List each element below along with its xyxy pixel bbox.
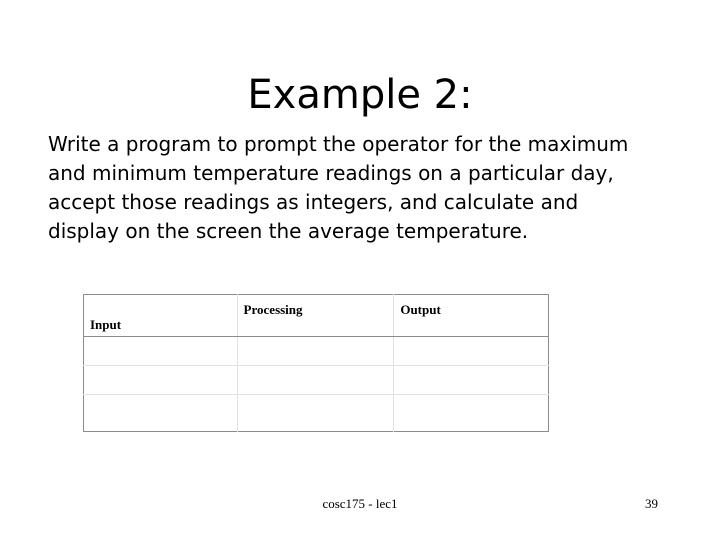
table-cell	[394, 366, 549, 395]
ipo-table	[83, 294, 549, 432]
table-cell	[84, 395, 238, 432]
table-cell	[84, 366, 238, 395]
slide-body-text	[48, 130, 698, 246]
table-row	[84, 337, 549, 366]
table-cell	[394, 337, 549, 366]
table-cell	[237, 337, 394, 366]
table-cell	[394, 395, 549, 432]
table-header-row	[84, 295, 549, 337]
table-cell	[237, 366, 394, 395]
slide-title: Example 2:	[247, 72, 473, 118]
table-row	[84, 366, 549, 395]
header-processing: Processing	[237, 295, 394, 337]
table-cell	[237, 395, 394, 432]
footer-course: cosc175 - lec1	[322, 496, 398, 511]
table-row	[84, 395, 549, 432]
body-line: display on the screen the average temperature.	[48, 219, 529, 243]
body-line: accept those readings as integers, and calculate and	[48, 190, 579, 214]
header-input: Input	[84, 295, 238, 337]
table-cell	[84, 337, 238, 366]
body-line: Write a program to prompt the operator for the maximum	[48, 132, 629, 156]
footer-page-number: 39	[645, 496, 658, 511]
body-line: and minimum temperature readings on a particular day,	[48, 161, 614, 185]
header-output: Output	[394, 295, 549, 337]
